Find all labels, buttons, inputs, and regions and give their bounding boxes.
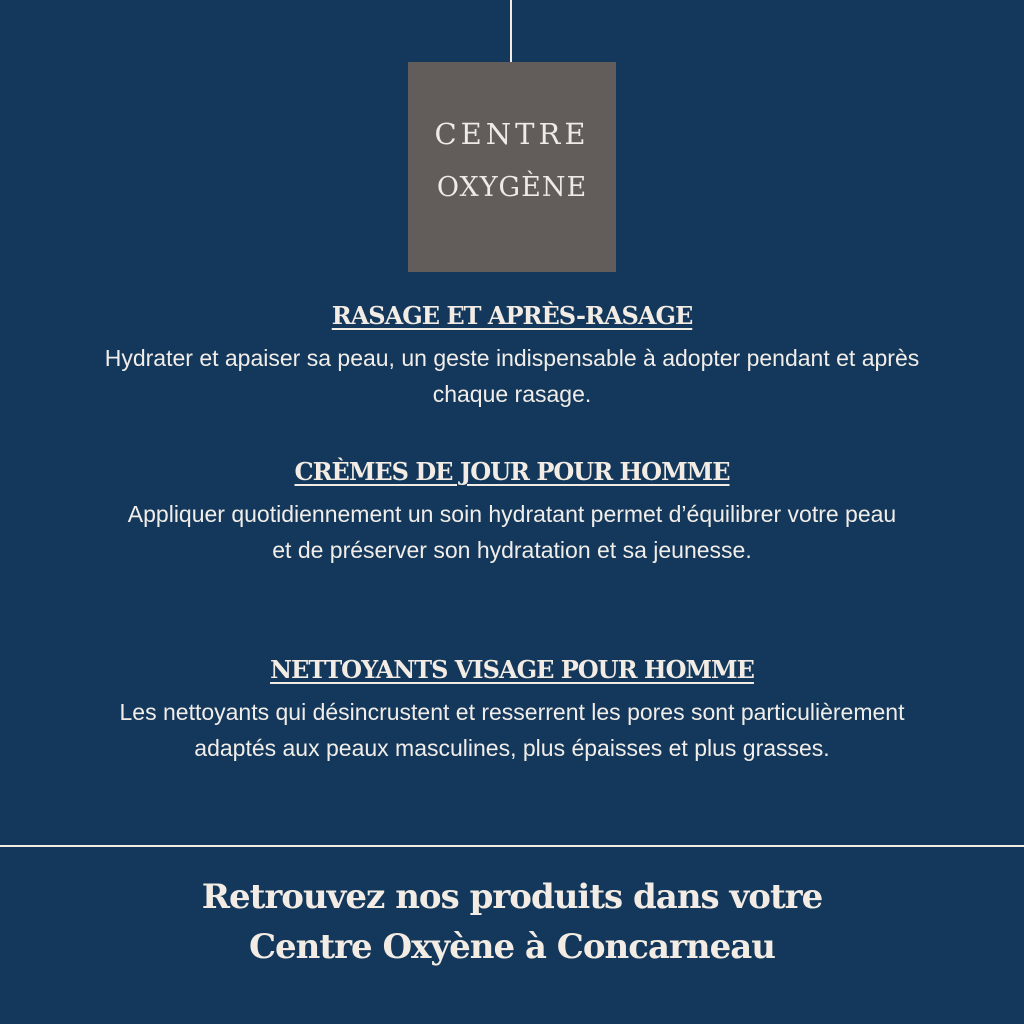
hanging-line	[510, 0, 512, 62]
section-rasage	[100, 298, 924, 412]
footer-tagline	[0, 872, 1024, 972]
section-title: NETTOYANTS VISAGE POUR HOMME	[270, 655, 754, 684]
section-text: Les nettoyants qui désincrustent et resserrent les pores sont particulièrement adaptés aux peaux masculines, plus épaisses et plus grasses.	[119, 699, 905, 761]
footer-line-1: Retrouvez nos produits dans votre	[201, 877, 823, 917]
section-title: CRÈMES DE JOUR POUR HOMME	[294, 457, 730, 486]
section-cremes	[100, 454, 924, 568]
section-text: Appliquer quotidiennement un soin hydratant permet d’équilibrer votre peau et de préserver son hydratation et sa jeunesse.	[127, 501, 897, 563]
logo	[408, 62, 616, 272]
section-title: RASAGE ET APRÈS-RASAGE	[331, 301, 693, 330]
section-text: Hydrater et apaiser sa peau, un geste indispensable à adopter pendant et après chaque rasage.	[104, 345, 920, 407]
logo-line-2: OXYGÈNE	[436, 172, 588, 203]
divider	[0, 845, 1024, 847]
footer-line-2: Centre Oxyène à Concarneau	[248, 927, 776, 967]
section-nettoyants	[100, 652, 924, 766]
logo-line-1: CENTRE	[434, 117, 590, 151]
